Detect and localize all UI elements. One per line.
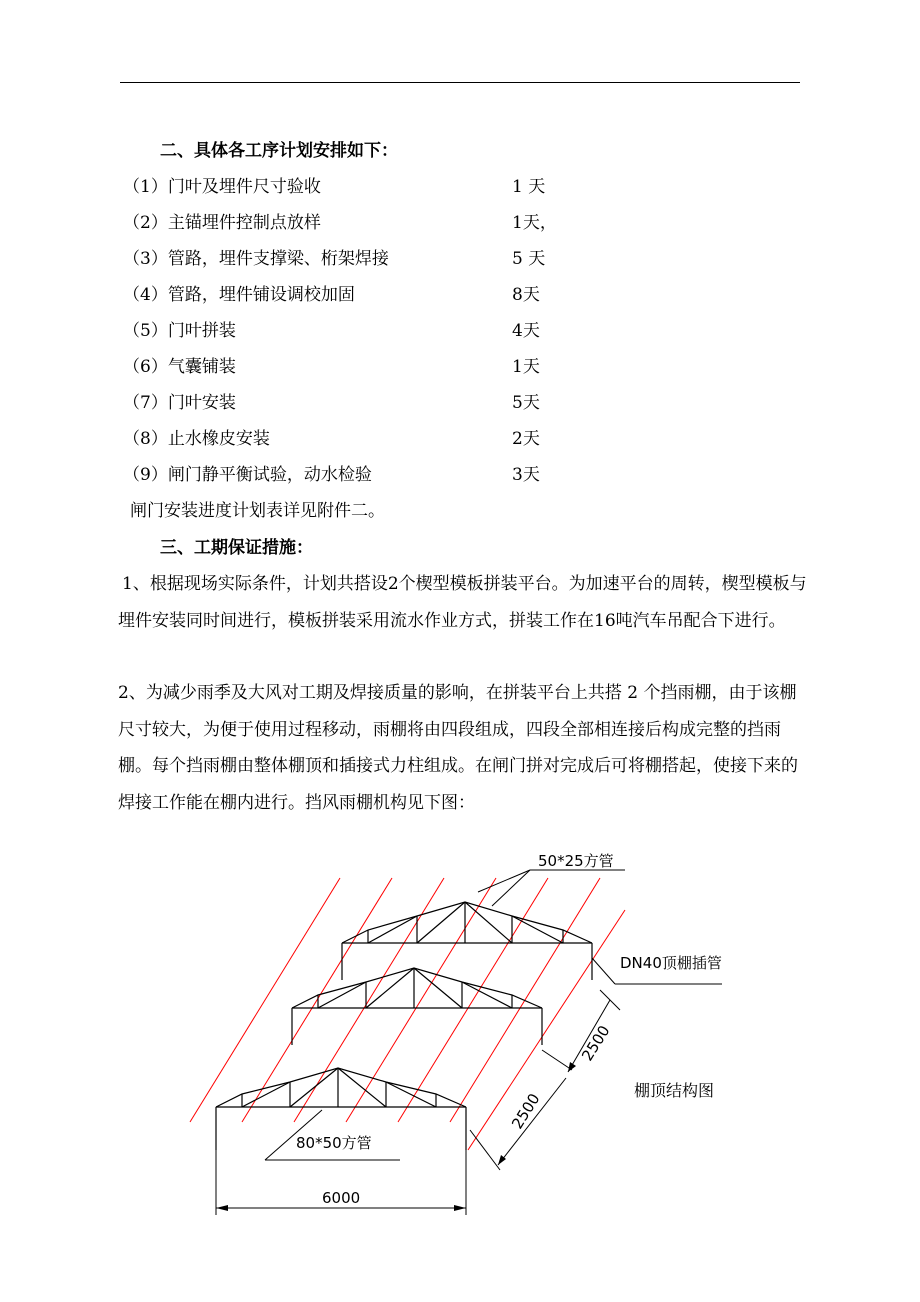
schedule-item-7: （7）门叶安装 — [123, 393, 236, 413]
figure-caption: 棚顶结构图 — [634, 1081, 715, 1100]
schedule-item-5: （5）门叶拼装 — [123, 321, 236, 341]
schedule-item-3: （3）管路，埋件支撑梁、桁架焊接 — [123, 249, 389, 269]
dim-2500-b: 2500 — [508, 1090, 544, 1133]
section3-heading: 三、工期保证措施： — [160, 538, 313, 558]
paragraph-1: 1、根据现场实际条件，计划共搭设2个楔型模板拼装平台。为加速平台的周转，楔型模板与埋件安装同时间进行，模板拼装采用流水作业方式，拼装工作在16吨汽车吊配合下进行。 — [118, 574, 807, 631]
schedule-days-5: 4天 — [512, 321, 540, 341]
label-bottom-tube: 80*50方管 — [296, 1134, 372, 1152]
schedule-item-9: （9）闸门静平衡试验，动水检验 — [123, 465, 372, 485]
schedule-item-6: （6）气囊铺装 — [123, 357, 236, 377]
dimension-lines — [216, 990, 620, 1215]
schedule-note: 闸门安装进度计划表详见附件二。 — [130, 501, 385, 521]
label-dn40: DN40顶棚插管 — [620, 954, 722, 972]
schedule-item-2: （2）主锚埋件控制点放样 — [123, 213, 321, 233]
schedule-days-8: 2天 — [512, 429, 540, 449]
schedule-days-7: 5天 — [512, 393, 540, 413]
schedule-days-2: 1天， — [512, 213, 557, 233]
paragraph-2: 2、为减少雨季及大风对工期及焊接质量的影响，在拼装平台上共搭 2 个挡雨棚，由于该棚尺寸较大，为便于使用过程移动，雨棚将由四段组成，四段全部相连接后构成完整的挡雨棚。每个挡雨棚由整体棚顶和插接式力柱组成。在闸门拼对完成后可将棚搭起，使接下来的焊接工作能在棚内进行。挡风雨棚机构见下图： — [118, 683, 798, 813]
schedule-days-1: 1 天 — [512, 177, 546, 197]
schedule-item-1: （1）门叶及埋件尺寸验收 — [123, 177, 321, 197]
dim-6000: 6000 — [322, 1189, 361, 1207]
schedule-item-4: （4）管路，埋件铺设调校加固 — [123, 285, 355, 305]
truss-back — [342, 902, 592, 980]
schedule-days-6: 1天 — [512, 357, 540, 377]
section2-heading: 二、具体各工序计划安排如下： — [160, 141, 398, 161]
schedule-item-8: （8）止水橡皮安装 — [123, 429, 270, 449]
schedule-days-3: 5 天 — [512, 249, 546, 269]
schedule-days-4: 8天 — [512, 285, 540, 305]
leader-lines — [265, 870, 722, 1160]
dim-2500-a: 2500 — [578, 1022, 614, 1065]
schedule-days-9: 3天 — [512, 465, 540, 485]
label-top-tube: 50*25方管 — [538, 852, 614, 870]
